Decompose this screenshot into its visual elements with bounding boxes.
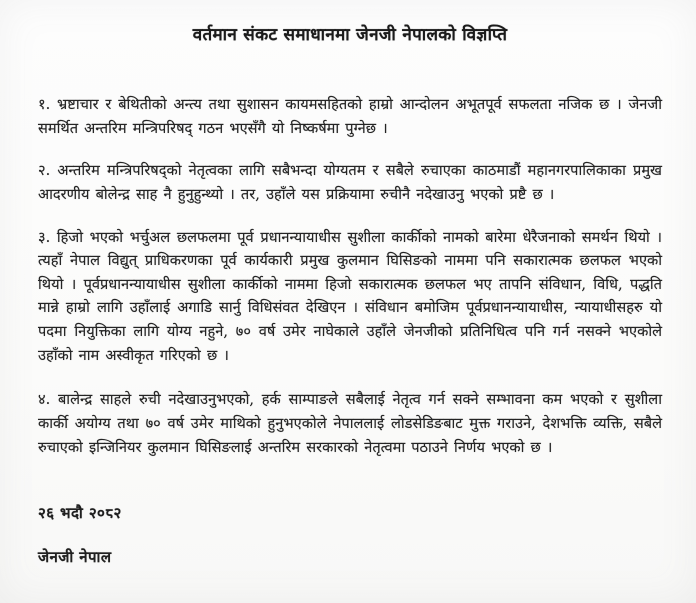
paragraph-4: ४. बालेन्द्र साहले रुची नदेखाउनुभएको, हर्क साम्पाङले सबैलाई नेतृत्व गर्न सक्ने सम्भावना कम भएको र सुशीला कार्की अयोग्य तथा ७० वर्ष उमेर माथिको हुनुभएकोले नेपाललाई लोडसेडिङबाट मुक्त गराउने, देशभक्ति व्यक्ति, सबैले रुचाएको इन्जिनियर कुलमान घिसिङलाई अन्तरिम सरकारको नेतृत्वमा पठाउने निर्णय भएको छ । [38,391,662,456]
paragraph-2: २. अन्तरिम मन्त्रिपरिषद्को नेतृत्वका लागि सबैभन्दा योग्यतम र सबैले रुचाएका काठमाडौं महानगरपालिकाका प्रमुख आदरणीय बोलेन्द्र साह नै हुनुहुन्थ्यो । तर, उहाँले यस प्रक्रियामा रुचीनै नदेखाउनु भएको प्रष्टै छ । [38,162,662,203]
paragraph-1: १. भ्रष्टाचार र बेथितीको अन्त्य तथा सुशासन कायमसहितको हाम्रो आन्दोलन अभूतपूर्व सफलता नजिक छ । जेनजी समर्थित अन्तरिम मन्त्रिपरिषद् गठन भएसँगै यो निष्कर्षमा पुग्नेछ । [38,96,662,137]
document-body [38,93,662,459]
document-title: वर्तमान संकट समाधानमा जेनजी नेपालको विज्ञप्ति [192,25,508,45]
paragraph-3: ३. हिजो भएको भर्चुअल छलफलमा पूर्व प्रधानन्यायाधीस सुशीला कार्कीको नामको बारेमा धेरैजनाको समर्थन थियो । त्यहाँ नेपाल विद्युत् प्राधिकरणका पूर्व कार्यकारी प्रमुख कुलमान घिसिङको नाममा पनि सकारात्मक छलफल भएको थियो । पूर्वप्रधानन्यायाधीस सुशीला कार्कीको नाममा हिजो सकारात्मक छलफल भए तापनि संविधान, विधि, पद्धति मान्ने हाम्रो लागि उहाँलाई अगाडि सार्नु विधिसंवत देखिएन । संविधान बमोजिम पूर्वप्रधानन्यायाधीस, न्यायाधीसहरु यो पदमा नियुक्तिका लागि योग्य नहुने, ७० वर्ष उमेर नाघेकाले उहाँले जेनजीको प्रतिनिधित्व पनि गर्न नसक्ने भएकोले उहाँको नाम अस्वीकृत गरिएको छ । [38,228,662,364]
document-date: २६ भदौ २०८२ [38,504,122,523]
document-signature: जेनजी नेपाल [38,548,112,567]
